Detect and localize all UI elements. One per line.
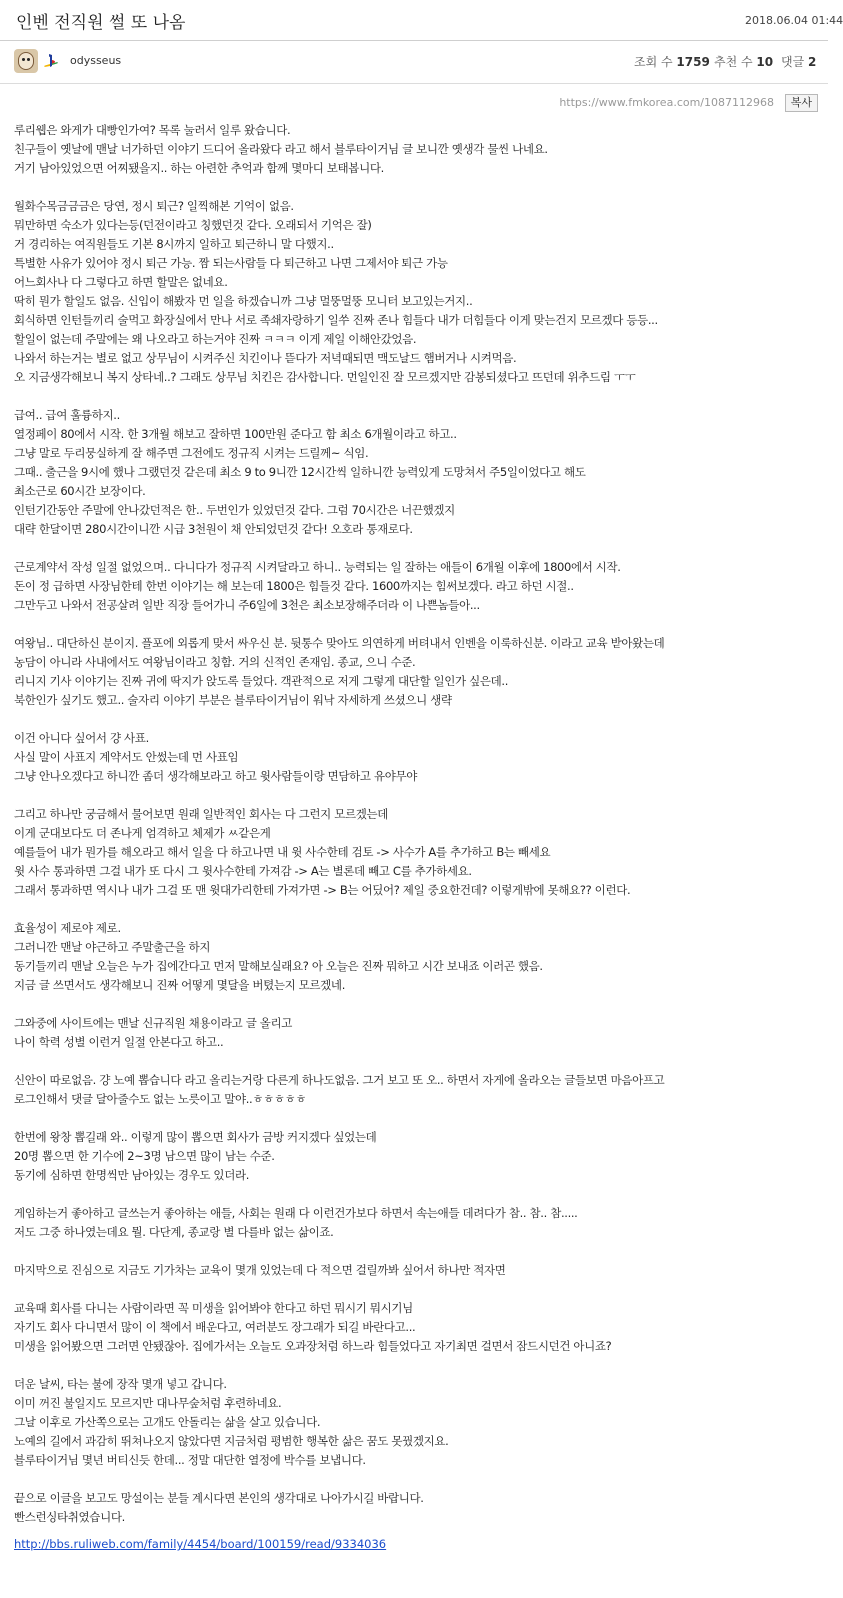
paragraph-gap [14,710,824,729]
post-body-line: 끝으로 이글을 보고도 망설이는 분들 계시다면 본인의 생각대로 나아가시길 바랍니다. [14,1491,424,1505]
title-bar [0,0,843,41]
post-body-line: 급여.. 급여 훌륭하지.. [14,408,120,422]
post-body-line: 그리고 하나만 궁금해서 물어보면 원래 일반적인 회사는 다 그런지 모르겠는데 [14,807,389,821]
paragraph-gap [14,1109,824,1128]
post-body-line: 뭐만하면 숙소가 있다는등(던전이라고 칭했던것 같다. 오래되서 기억은 잘) [14,218,372,232]
post-url[interactable]: https://www.fmkorea.com/1087112968 [559,96,774,109]
post-body-line: 게임하는거 좋아하고 글쓰는거 좋아하는 애들, 사회는 원래 다 이런건가보다 하면서 속는애들 데려다가 참.. 참.. 참..... [14,1206,578,1220]
paragraph-gap [14,900,824,919]
view-count [634,53,710,70]
post-body-line: 거기 남아있었으면 어찌됐을지.. 하는 아련한 추억과 함께 몇마디 보태봅니다. [14,161,384,175]
paragraph-gap [14,1356,824,1375]
vote-count-value: 10 [756,55,774,69]
author-avatar[interactable] [14,49,38,73]
post-body-line: 그래서 통과하면 역시나 내가 그걸 또 맨 윗대가리한테 가져가면 -> B는 어딨어? 제일 중요한건데? 이렇게밖에 못해요?? 이런다. [14,883,631,897]
post-body-line: 농담이 아니라 사내에서도 여왕님이라고 칭함. 거의 신적인 존재임. 종교, 으니 수준. [14,655,416,669]
post-body-line: 마지막으로 진심으로 지금도 기가차는 교육이 몇개 있었는데 다 적으면 걸릴까봐 싶어서 하나만 적자면 [14,1263,506,1277]
post-body-line: 자기도 회사 다니면서 많이 이 책에서 배운다고, 여러분도 장그래가 되길 바란다고... [14,1320,416,1334]
post-body-line: 동기들끼리 맨날 오늘은 누가 집에간다고 먼저 말해보실래요? 아 오늘은 진짜 뭐하고 시간 보내죠 이러곤 했음. [14,959,543,973]
paragraph-gap [14,178,824,197]
post-body-line: 그냥 말로 두리뭉실하게 잘 해주면 그전에도 정규직 시켜는 드릴께~ 식임. [14,446,369,460]
vote-count-label: 추천 수 [714,55,753,69]
post-body-line: 근로계약서 작성 일절 없었으며.. 다니다가 정규직 시켜달라고 하니.. 능력되는 일 잘하는 애들이 6개월 이후에 1800에서 시작. [14,560,621,574]
post-body-line: 미생을 읽어봤으면 그러면 안됐잖아. 집에가서는 오늘도 오과장처럼 하느라 힘들었다고 자기최면 걸면서 잠드시던건 아니죠? [14,1339,612,1353]
paragraph-gap [14,1052,824,1071]
comment-count-label: 댓글 [781,55,805,69]
post-body-line: 그만두고 나와서 전공살려 일반 직장 들어가니 주6일에 3천은 최소보장해주더라 이 나쁜놈들아... [14,598,480,612]
post-body-line: 그러니깐 맨날 야근하고 주말출근을 하지 [14,940,211,954]
post-body-line: 북한인가 싶기도 했고.. 술자리 이야기 부분은 블루타이거님이 워낙 자세하게 쓰셨으니 생략 [14,693,452,707]
view-count-label: 조회 수 [634,55,673,69]
post-date: 2018.06.04 01:44 [745,14,843,27]
paragraph-gap [14,995,824,1014]
post-body-line: 사실 말이 사표지 계약서도 안썼는데 먼 사표임 [14,750,239,764]
copy-url-button[interactable]: 복사 [785,94,818,112]
post-body-line: 이게 군대보다도 더 존나게 엄격하고 체제가 ㅆ같은게 [14,826,271,840]
post-body-line: 거 경리하는 여직원들도 기본 8시까지 일하고 퇴근하니 말 다했지.. [14,237,334,251]
post-body-line: 돈이 정 급하면 사장님한테 한번 이야기는 해 보는데 1800은 힘들것 같다. 1600까지는 힘써보겠다. 라고 하던 시절.. [14,579,574,593]
post-body-line: 더운 날씨, 타는 불에 장작 몇개 넣고 갑니다. [14,1377,227,1391]
view-count-value: 1759 [676,55,710,69]
post-body-line: 나와서 하는거는 별로 없고 상무님이 시켜주신 치킨이나 뜯다가 저녁때되면 맥도날드 햄버거나 시켜먹음. [14,351,517,365]
post-body-line: 회식하면 인턴들끼리 술먹고 화장실에서 만나 서로 족쇄자랑하기 일쑤 진짜 존나 힘들다 내가 더힘들다 이게 맞는건지 모르겠다 등등... [14,313,658,327]
comment-count-value: 2 [808,55,817,69]
post-body-line: 딱히 뭔가 할일도 없음. 신입이 해봤자 먼 일을 하겠습니까 그냥 멀뚱멀뚱 모니터 보고있는거지.. [14,294,473,308]
post-body-line: 최소근로 60시간 보장이다. [14,484,146,498]
post-body-line: 빤스런싱타취였습니다. [14,1510,125,1524]
paragraph-gap [14,1242,824,1261]
paragraph-gap [14,1470,824,1489]
post-body-line: 그때.. 출근을 9시에 했나 그랬던것 같은데 최소 9 to 9니깐 12시간씩 일하니깐 능력있게 도망쳐서 주5일이었다고 해도 [14,465,586,479]
post-body-line: 윗 사수 통과하면 그걸 내가 또 다시 그 윗사수한테 가져감 -> A는 별론데 빼고 C를 추가하세요. [14,864,472,878]
paragraph-gap [14,615,824,634]
post-body-line: 나이 학력 성별 이런거 일절 안본다고 하고.. [14,1035,224,1049]
post-url-row [0,94,818,112]
avatar-face-icon [18,52,34,70]
post-body-line: 그날 이후로 가산쪽으로는 고개도 안돌리는 삶을 살고 있습니다. [14,1415,321,1429]
post-body-line: 예를들어 내가 뭔가를 해오라고 해서 일을 다 하고나면 내 윗 사수한테 검토 -> 사수가 A를 추가하고 B는 빼세요 [14,845,551,859]
post-body-line: 지금 글 쓰면서도 생각해보니 진짜 어떻게 몇달을 버텼는지 모르겠네. [14,978,345,992]
post-body-line: 블루타이거님 몇년 버티신듯 한데... 정말 대단한 열정에 박수를 보냅니다. [14,1453,366,1467]
post-body-line: 월화수목금금금은 당연, 정시 퇴근? 일찍해본 기억이 없음. [14,199,294,213]
paragraph-gap [14,1185,824,1204]
post-body-line: 한번에 왕창 뽑길래 와.. 이렇게 많이 뽑으면 회사가 금방 커지겠다 싶었는데 [14,1130,377,1144]
post-title: 인벤 전직원 썰 또 나옴 [16,13,186,33]
post-body-line: 교육때 회사를 다니는 사람이라면 꼭 미생을 읽어봐야 한다고 하던 뭐시기 뭐시기님 [14,1301,413,1315]
post-body-line: 할일이 없는데 주말에는 왜 나오라고 하는거야 진짜 ㅋㅋㅋ 이게 제일 이해안갔었음. [14,332,417,346]
post-body-line: 저도 그중 하나였는데요 뭘. 다단계, 종교랑 별 다를바 없는 삶이죠. [14,1225,334,1239]
avatar-eye-left [22,58,25,61]
post-meta-bar [0,41,828,84]
paragraph-gap [14,387,824,406]
author-nickname[interactable]: odysseus [70,54,122,67]
post-body-line: 20명 뽑으면 한 기수에 2~3명 남으면 많이 남는 수준. [14,1149,275,1163]
post-body-line: 친구들이 옛날에 맨날 너가하던 이야기 드디어 올라왔다 라고 해서 블루타이거님 글 보니깐 옛생각 물씬 나네요. [14,142,548,156]
post-body-line: 어느회사나 다 그렇다고 하면 할말은 없네요. [14,275,228,289]
post-body-line: 오 지금생각해보니 복지 상타네..? 그래도 상무님 치킨은 감사합니다. 먼일인진 잘 모르겠지만 감봉되셨다고 뜨던데 위추드림 ㅜㅜ [14,370,636,384]
comment-count [781,53,816,70]
source-link[interactable]: http://bbs.ruliweb.com/family/4454/board/100159/read/9334036 [14,1537,387,1551]
vote-count [714,53,773,70]
post-body-line: 그와중에 사이트에는 맨날 신규직원 채용이라고 글 올리고 [14,1016,293,1030]
paragraph-gap [14,1280,824,1299]
post-body-line: 인턴기간동안 주말에 안나갔던적은 한.. 두번인가 있었던것 같다. 그럼 70시간은 너끈했겠지 [14,503,455,517]
post-body-line: 여왕님.. 대단하신 분이지. 플포에 외롭게 맞서 싸우신 분. 뒷통수 맞아도 의연하게 버텨내서 인벤을 이룩하신분. 이라고 교육 받아왔는데 [14,636,665,650]
post-body [14,121,824,1527]
post-body-line: 효율성이 제로야 제로. [14,921,121,935]
post-body-line: 그냥 안나오겠다고 하니깐 좀더 생각해보라고 하고 윗사람들이랑 면담하고 유야무야 [14,769,418,783]
avatar-eye-right [27,58,30,61]
post-body-line: 특별한 사유가 있어야 정시 퇴근 가능. 짬 되는사람들 다 퇴근하고 나면 그제서야 퇴근 가능 [14,256,448,270]
post-body-line: 신안이 따로없음. 걍 노예 뽑습니다 라고 올리는거랑 다른게 하나도없음. 그거 보고 또 오.. 하면서 자게에 올라오는 글들보면 마음아프고 [14,1073,665,1087]
post-body-line: 로그인해서 댓글 달아줄수도 없는 노릇이고 말야..ㅎㅎㅎㅎㅎ [14,1092,307,1106]
post-body-line: 열정페이 80에서 시작. 한 3개월 해보고 잘하면 100만원 준다고 함 최소 6개월이라고 하고.. [14,427,457,441]
post-body-line: 이미 꺼진 불일지도 모르지만 대나무숲처럼 후련하네요. [14,1396,282,1410]
post-body-line: 이건 아니다 싶어서 걍 사표. [14,731,149,745]
playstation-level-icon [42,52,60,70]
post-body-line: 노예의 길에서 과감히 뛰쳐나오지 않았다면 지금처럼 평범한 행복한 삶은 꿈도 못꿨겠지요. [14,1434,449,1448]
paragraph-gap [14,539,824,558]
post-body-line: 리니지 기사 이야기는 진짜 귀에 딱지가 앉도록 들었다. 객관적으로 저게 그렇게 대단할 일인가 싶은데.. [14,674,509,688]
post-body-line: 동기에 심하면 한명씩만 남아있는 경우도 있더라. [14,1168,250,1182]
post-body-line: 루리웹은 와게가 대빵인가여? 목록 눌러서 일루 왔습니다. [14,123,291,137]
paragraph-gap [14,786,824,805]
post-body-line: 대략 한달이면 280시간이니깐 시급 3천원이 채 안되었던것 같다! 오호라 통재로다. [14,522,413,536]
